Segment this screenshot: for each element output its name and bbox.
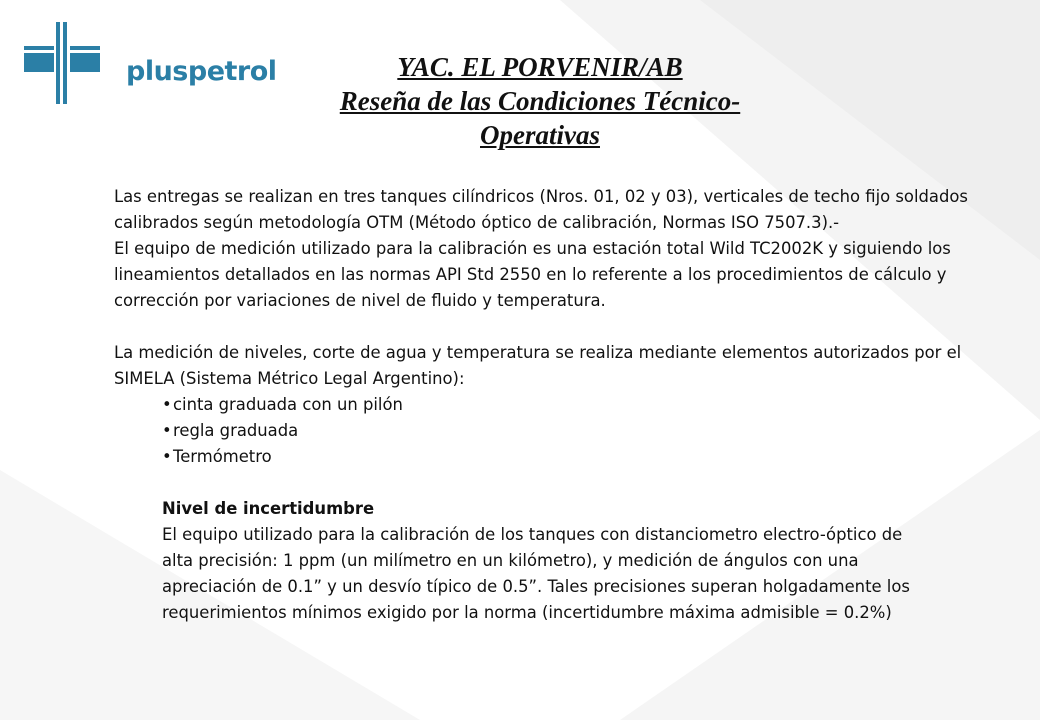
list-item: • regla graduada <box>162 418 974 444</box>
title-line-3: Operativas <box>480 120 600 150</box>
pluspetrol-logo-mark <box>22 18 107 108</box>
title-line-2: Reseña de las Condiciones Técnico- <box>339 86 741 116</box>
paragraph-uncertainty: El equipo utilizado para la calibración de los tanques con distanciometro electro-óptico de alta precisión: 1 ppm (un milímetro en un kilómetro), y medición de ángulos con una apreciación de 0.1” y un desvío típico de 0.5”. Tales precisiones superan holgadamente los requerimientos mínimos exigido por la norma (incertidumbre máxima admisible = 0.2%) <box>162 525 910 622</box>
list-item: • cinta graduada con un pilón <box>162 392 974 418</box>
uncertainty-section <box>114 496 922 626</box>
measurement-elements-list <box>114 392 974 470</box>
paragraph-measurement-elements: La medición de niveles, corte de agua y temperatura se realiza mediante elementos autorizados por el SIMELA (Sistema Métrico Legal Argentino): <box>114 343 962 388</box>
section-heading: Nivel de incertidumbre <box>162 499 375 518</box>
paragraph-spacer <box>114 314 974 340</box>
paragraph-spacer <box>114 470 974 496</box>
paragraph-delivery-tanks: Las entregas se realizan en tres tanques cilíndricos (Nros. 01, 02 y 03), verticales de techo fijo soldados calibrados según metodología OTM (Método óptico de calibración, Normas ISO 7507.3).- <box>114 187 968 232</box>
slide-body <box>114 184 974 626</box>
list-item: • Termómetro <box>162 444 974 470</box>
pluspetrol-wordmark: pluspetrol <box>126 56 277 87</box>
pluspetrol-logo <box>22 18 277 108</box>
title-line-1: YAC. EL PORVENIR/AB <box>397 52 683 82</box>
slide-title <box>260 50 820 152</box>
paragraph-calibration-equipment: El equipo de medición utilizado para la calibración es una estación total Wild TC2002K y siguiendo los lineamientos detallados en las normas API Std 2550 en lo referente a los procedimientos de cálculo y corrección por variaciones de nivel de fluido y temperatura. <box>114 239 951 310</box>
